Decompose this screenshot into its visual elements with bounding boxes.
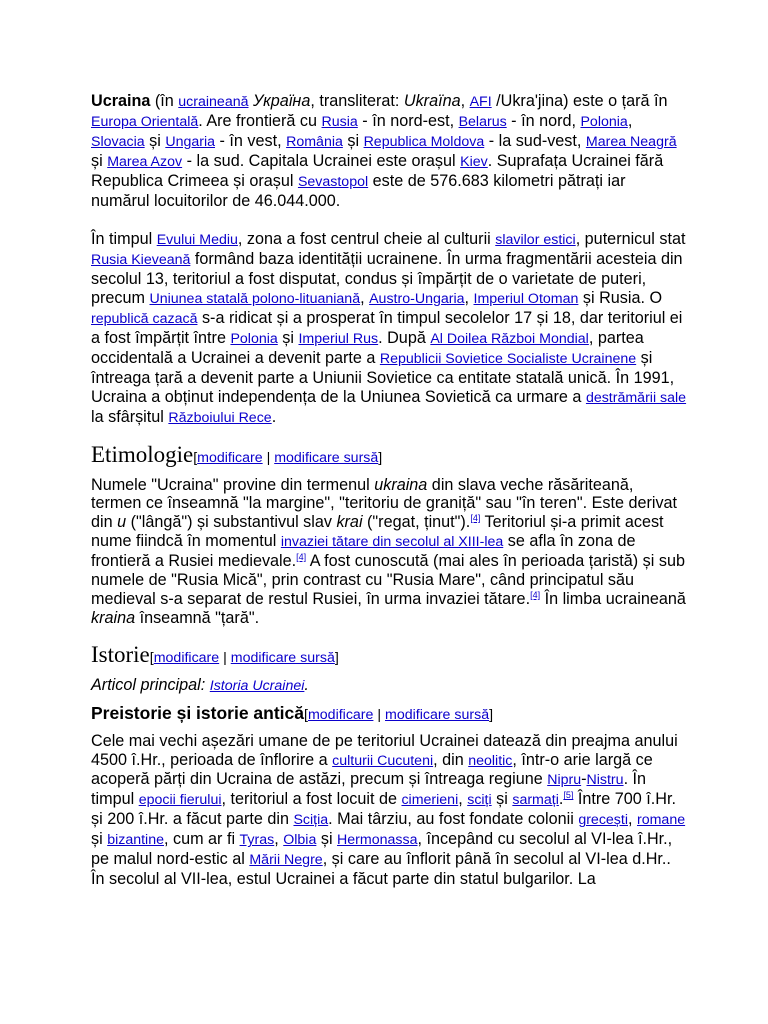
link-sarmati[interactable]: sarmați	[512, 792, 559, 809]
link-europa-orientala[interactable]: Europa Orientală	[91, 113, 199, 130]
link-imperiul-otoman[interactable]: Imperiul Otoman	[473, 291, 579, 308]
article-subject: Ucraina	[91, 92, 151, 110]
link-ucraineana[interactable]: ucraineană	[178, 94, 249, 110]
link-nipru[interactable]: Nipru	[547, 772, 582, 789]
link-sciti[interactable]: sciți	[467, 792, 492, 809]
reference-link[interactable]: [4]	[470, 513, 481, 524]
link-bizantine[interactable]: bizantine	[107, 832, 164, 849]
intro-paragraph-1: Ucraina (în ucraineană Україна, transliterat: Ukraïna, AFI /Ukra'jina) este o țară în Europa Orientală. Are frontieră cu Rusia - în nord-est, Belarus - în nord, Polonia, Slovacia și Ungaria - în vest, România și Republica Moldova - la sud-vest, Marea Neagră și Marea Azov - la sud. Capitala Ucrainei este orașul Kiev. Suprafața Ucrainei fără Republica Crimeea și orașul Sevastopol este de 576.683 kilometri pătrați iar numărul locuitorilor de 46.044.000.	[91, 92, 677, 210]
link-rusia[interactable]: Rusia	[321, 113, 358, 130]
link-razboiului-rece[interactable]: Războiului Rece	[168, 409, 272, 426]
edit-source-link[interactable]: modificare sursă	[385, 706, 490, 723]
link-imperiul-rus[interactable]: Imperiul Rus	[298, 330, 379, 347]
link-grecesti[interactable]: grecești	[578, 812, 628, 829]
link-neolitic[interactable]: neolitic	[468, 752, 513, 769]
link-polonia[interactable]: Polonia	[580, 113, 628, 130]
link-marii-negre[interactable]: Mării Negre	[249, 852, 323, 869]
link-republica-moldova[interactable]: Republica Moldova	[363, 133, 485, 150]
edit-section-links: [modificare | modificare sursă]	[149, 649, 339, 666]
reference-4	[470, 513, 480, 523]
transliteration: Ukraïna	[403, 92, 461, 110]
edit-link[interactable]: modificare	[307, 706, 374, 723]
reference-4	[296, 552, 306, 562]
reference-link[interactable]: [5]	[563, 790, 574, 801]
link-istoria-ucrainei[interactable]: Istoria Ucrainei	[209, 677, 305, 694]
preistorie-paragraph: Cele mai vechi așezări umane de pe teritoriul Ucrainei datează din preajma anului 4500 î.Hr., perioada de înflorire a culturii Cucuteni, din neolitic, într-o arie largă ce acoperă părți din Ucraina de astăzi, precum și întreaga regiune Nipru-Nistru. În timpul epocii fierului, teritoriul a fost locuit de cimerieni, sciți și sarmați.[5] Între 700 î.Hr. și 200 î.Hr. a făcut parte din Sciția. Mai târziu, au fost fondate colonii grecești, romane și bizantine, cum ar fi Tyras, Olbia și Hermonassa, începând cu secolul al VI-lea î.Hr., pe malul nord-estic al Mării Negre, și care au înflorit până în secolul al VI-lea d.Hr.. În secolul al VII-lea, estul Ucrainei a făcut parte din statul bulgarilor. La	[91, 731, 686, 888]
reference-5	[563, 790, 573, 800]
link-hermonassa[interactable]: Hermonassa	[337, 832, 418, 849]
link-polonia-2[interactable]: Polonia	[230, 330, 278, 347]
link-scitia[interactable]: Sciția	[293, 812, 329, 829]
reference-4	[530, 590, 540, 600]
link-rssu[interactable]: Republicii Sovietice Socialiste Ucrainene	[379, 350, 637, 367]
link-cimerieni[interactable]: cimerieni	[401, 792, 459, 809]
link-nistru[interactable]: Nistru	[586, 772, 624, 789]
link-marea-neagra[interactable]: Marea Neagră	[585, 133, 677, 150]
edit-source-link[interactable]: modificare sursă	[230, 649, 335, 666]
reference-link[interactable]: [4]	[530, 589, 541, 600]
intro-paragraph-2: În timpul Evului Mediu, zona a fost centrul cheie al culturii slavilor estici, puternicul stat Rusia Kieveană formând baza identității ucrainene. În urma fragmentării acesteia din secolul 13, teritoriul a fost disputat, condus și împărțit de o varietate de puteri, precum Uniunea statală polono-lituaniană, Austro-Ungaria, Imperiul Otoman și Rusia. O republică cazacă s-a ridicat și a prosperat în timpul secolelor 17 și 18, dar teritoriul ei a fost împărțit între Polonia și Imperiul Rus. După Al Doilea Război Mondial, partea occidentală a Ucrainei a devenit parte a Republicii Sovietice Socialiste Ucrainene și întreaga țară a devenit parte a Uniunii Sovietice ca entitate statală unică. În 1991, Ucraina a obținut independența de la Uniunea Sovietică ca urmare a destrămării sale la sfârșitul Războiului Rece.	[91, 230, 687, 426]
link-slovacia[interactable]: Slovacia	[91, 133, 145, 150]
article-body	[91, 92, 687, 889]
link-republica-cazaca[interactable]: republică cazacă	[91, 311, 198, 328]
link-ungaria[interactable]: Ungaria	[165, 133, 216, 150]
link-kiev[interactable]: Kiev	[460, 153, 488, 170]
main-article-hatnote: Articol principal: Istoria Ucrainei.	[91, 675, 309, 694]
link-belarus[interactable]: Belarus	[458, 113, 507, 130]
etimologie-paragraph: Numele "Ucraina" provine din termenul ukraina din slava veche răsăriteană, termen ce înseamnă "la margine", "teritoriu de graniță" sau "în teren". Este derivat din u ("lângă") și substantivul slav krai ("regat, ținut").[4] Teritoriul și-a primit acest nume fiindcă în momentul invaziei tătare din secolul al XIII-lea se afla în zona de frontieră a Rusiei medievale.[4] A fost cunoscută (mai ales în perioada țaristă) și sub numele de "Rusia Mică", prin contrast cu "Rusia Mare", când principatul său medieval s-a separat de restul Rusiei, în urma invaziei tătare.[4] În limba ucraineană kraina înseamnă "țară".	[91, 475, 686, 627]
subsection-heading-preistorie: Preistorie și istorie antică[modificare | modificare sursă]	[91, 702, 494, 723]
reference-link[interactable]: [4]	[296, 552, 307, 563]
link-tyras[interactable]: Tyras	[239, 832, 275, 849]
link-destramarii[interactable]: destrămării sale	[585, 389, 687, 406]
link-epocii-fierului[interactable]: epocii fierului	[138, 792, 222, 809]
edit-link[interactable]: modificare	[153, 649, 220, 666]
section-heading-istorie: Istorie[modificare | modificare sursă]	[91, 641, 339, 667]
edit-source-link[interactable]: modificare sursă	[274, 449, 379, 466]
link-uniunea-statala[interactable]: Uniunea statală polono-lituaniană	[149, 291, 361, 308]
native-name: Україна	[253, 92, 311, 110]
link-afi[interactable]: AFI	[469, 94, 492, 110]
link-cucuteni[interactable]: culturii Cucuteni	[332, 752, 434, 769]
edit-section-links: [modificare | modificare sursă]	[193, 449, 383, 466]
link-sevastopol[interactable]: Sevastopol	[297, 173, 369, 190]
link-rusia-kieveana[interactable]: Rusia Kieveană	[91, 252, 191, 269]
link-evul-mediu[interactable]: Evului Mediu	[156, 232, 238, 249]
link-marea-azov[interactable]: Marea Azov	[107, 153, 183, 170]
link-slavilor-estici[interactable]: slavilor estici	[495, 232, 576, 249]
link-romania[interactable]: România	[286, 133, 343, 150]
link-invazii-tatare[interactable]: invaziei tătare din secolul al XIII-lea	[280, 534, 504, 551]
link-austro-ungaria[interactable]: Austro-Ungaria	[369, 291, 465, 308]
edit-link[interactable]: modificare	[197, 449, 263, 466]
paragraph-gap	[91, 210, 687, 230]
section-heading-etimologie: Etimologie[modificare | modificare sursă]	[91, 441, 383, 467]
link-romane[interactable]: romane	[637, 812, 686, 829]
link-olbia[interactable]: Olbia	[283, 832, 317, 849]
edit-section-links: [modificare | modificare sursă]	[304, 706, 494, 723]
link-al-doilea-razboi[interactable]: Al Doilea Război Mondial	[430, 330, 589, 347]
